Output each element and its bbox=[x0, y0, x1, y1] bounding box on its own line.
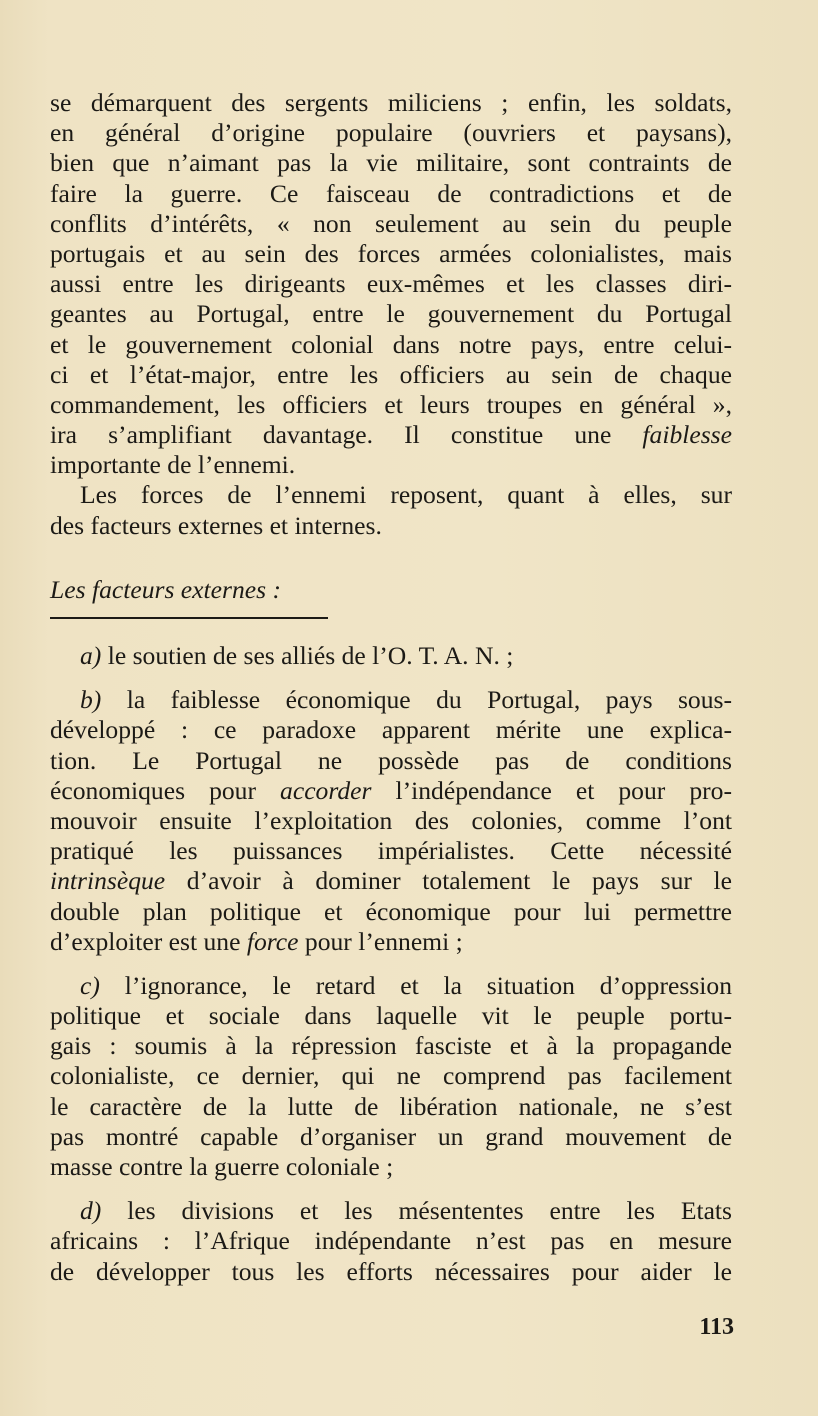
text-line: commandement, les officiers et leurs troupes en général », bbox=[50, 389, 732, 419]
text-segment: économiques pour bbox=[50, 775, 281, 805]
list-item-b bbox=[50, 685, 732, 715]
text-segment: la faiblesse économique du Portugal, pays sous- bbox=[101, 685, 732, 715]
text-segment: d’avoir à dominer totalement le pays sur le bbox=[165, 866, 732, 896]
item-marker: d) bbox=[80, 1196, 102, 1226]
heading-underline bbox=[50, 617, 328, 619]
text-line bbox=[50, 420, 732, 450]
body-text bbox=[50, 88, 732, 1287]
text-line: importante de l’ennemi. bbox=[50, 450, 296, 480]
text-line: le caractère de la lutte de libération nationale, ne s’est bbox=[50, 1091, 732, 1121]
text-line: pas montré capable d’organiser un grand mouvement de bbox=[50, 1121, 732, 1151]
list-item-d bbox=[50, 1196, 732, 1226]
text-line: double plan politique et économique pour lui permettre bbox=[50, 896, 732, 926]
text-line: des facteurs externes et internes. bbox=[50, 510, 382, 540]
section-heading: Les facteurs externes : bbox=[50, 574, 281, 604]
text-line bbox=[50, 927, 732, 957]
text-line: de développer tous les efforts nécessaires pour aider le bbox=[50, 1256, 732, 1286]
text-segment: ira s’amplifiant davantage. Il constitue une bbox=[50, 420, 643, 450]
text-line: Les forces de l’ennemi reposent, quant à elles, sur bbox=[80, 480, 732, 510]
text-segment: les divisions et les mésententes entre les Etats bbox=[101, 1196, 732, 1226]
emphasis-text: accorder bbox=[280, 775, 372, 805]
text-line: ci et l’état-major, entre les officiers au sein de chaque bbox=[50, 359, 732, 389]
text-line: et le gouvernement colonial dans notre pays, entre celui- bbox=[50, 329, 732, 359]
text-line: africains : l’Afrique indépendante n’est pas en mesure bbox=[50, 1226, 732, 1256]
item-marker: a) bbox=[80, 641, 102, 671]
text-line: se démarquent des sergents miliciens ; enfin, les soldats, bbox=[50, 88, 732, 117]
text-line: bien que n’aimant pas la vie militaire, sont contraints de bbox=[50, 148, 732, 178]
text-segment: l’ignorance, le retard et la situation d’oppression bbox=[99, 970, 732, 1000]
text-line: portugais et au sein des forces armées colonialistes, mais bbox=[50, 238, 732, 268]
text-segment: d’exploiter est une bbox=[50, 926, 247, 956]
text-line: gais : soumis à la répression fasciste et à la propagande bbox=[50, 1031, 732, 1061]
emphasis-text: faiblesse bbox=[642, 420, 732, 450]
text-segment: pour l’ennemi ; bbox=[298, 926, 463, 956]
text-line: geantes au Portugal, entre le gouvernement du Portugal bbox=[50, 299, 732, 329]
text-line bbox=[50, 776, 732, 806]
page-number: 113 bbox=[699, 1314, 734, 1340]
text-line: en général d’origine populaire (ouvriers et paysans), bbox=[50, 118, 732, 148]
list-item-a bbox=[50, 641, 732, 671]
item-marker: c) bbox=[80, 970, 100, 1000]
text-line: politique et sociale dans laquelle vit le peuple portu- bbox=[50, 1001, 732, 1031]
emphasis-text: force bbox=[246, 926, 299, 956]
text-line: colonialiste, ce dernier, qui ne comprend pas facilement bbox=[50, 1061, 732, 1091]
text-line: faire la guerre. Ce faisceau de contradictions et de bbox=[50, 178, 732, 208]
item-marker: b) bbox=[80, 685, 102, 715]
text-line: aussi entre les dirigeants eux-mêmes et les classes diri- bbox=[50, 269, 732, 299]
text-line: pratiqué les puissances impérialistes. Cette nécessité bbox=[50, 836, 732, 866]
text-line: masse contre la guerre coloniale ; bbox=[50, 1152, 394, 1182]
text-line bbox=[50, 866, 732, 896]
text-line: développé : ce paradoxe apparent mérite une explica- bbox=[50, 715, 732, 745]
text-line: tion. Le Portugal ne possède pas de conditions bbox=[50, 745, 732, 775]
text-line: conflits d’intérêts, « non seulement au sein du peuple bbox=[50, 208, 732, 238]
text-segment: le soutien de ses alliés de l’O. T. A. N. ; bbox=[101, 641, 514, 671]
text-segment: l’indépendance et pour pro- bbox=[371, 775, 732, 805]
list-item-c bbox=[50, 971, 732, 1001]
text-line: mouvoir ensuite l’exploitation des colonies, comme l’ont bbox=[50, 805, 732, 835]
emphasis-text: intrinsèque bbox=[50, 866, 166, 896]
